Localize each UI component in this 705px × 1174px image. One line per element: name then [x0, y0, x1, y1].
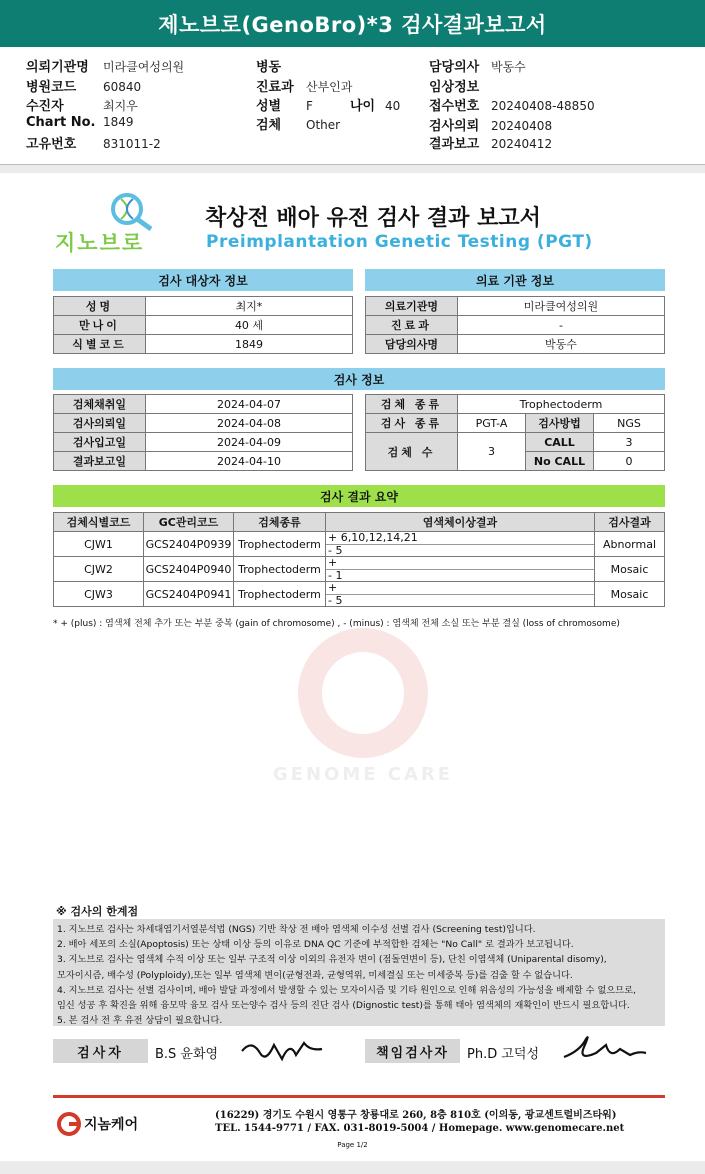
header-field-sex: 성별 F	[256, 99, 313, 114]
header-field-doctor: 담당의사 박동수	[429, 60, 526, 75]
supervisor-label: 책임검사자	[365, 1039, 460, 1063]
tester-signature-icon	[238, 1033, 328, 1065]
table-row: CJW3 GCS2404P0941 Trophectoderm + - 5 Mosaic	[54, 582, 665, 607]
header-field-request-date: 검사의뢰 20240408	[429, 119, 553, 134]
window-title: 제노브로(GenoBro)*3 검사결과보고서	[0, 0, 705, 47]
header-field-institution: 의뢰기관명 미라클여성의원	[26, 60, 185, 75]
tester-name: B.S 윤화영	[155, 1047, 219, 1062]
test-dates-table: 검체채취일 2024-04-07 검사의뢰일 2024-04-08 검사입고일 2024-04-09 결과보고일 2024-04-10	[53, 394, 353, 471]
report-page	[0, 173, 705, 1161]
header-field-patient: 수진자 최지우	[26, 99, 138, 114]
table-row: CJW2 GCS2404P0940 Trophectoderm + - 1 Mosaic	[54, 557, 665, 582]
company-logo: 지놈케어	[56, 1109, 206, 1139]
patient-header	[0, 47, 705, 165]
subject-info-heading: 검사 대상자 정보	[53, 269, 353, 291]
header-field-chart-no: Chart No. 1849	[26, 115, 134, 130]
header-field-clinical-info: 임상정보	[429, 80, 480, 95]
header-field-age: 나이 40	[350, 99, 401, 114]
institution-info-heading: 의료 기관 정보	[365, 269, 665, 291]
company-address: (16229) 경기도 수원시 영통구 창룡대로 260, 8층 810호 (이의동, 광교센트럴비즈타워) TEL. 1544-9771 / FAX. 031-8019-5004 / Homepage. www.genomecare.net	[215, 1110, 625, 1134]
limitations-box: 1. 지노브로 검사는 차세대염기서열분석법 (NGS) 기반 착상 전 배아 염색체 이수성 선별 검사 (Screening test)입니다. 2. 배아 세포의 소실(Apoptosis) 또는 상태 이상 등의 이유로 DNA QC 기준에 부적합한 검체는 "No Call" 로 결과가 보고됩니다. 3. 지노브로 검사는 염색체 수적 이상 또는 일부 구조적 이상 이외의 유전자 변이 (점돌연변이 등), 단친 이염색체 (Uniparental disomy), 모자이시즘, 배수성 (Polyploidy),또는 일부 염색체 변이(균형전좌, 균형역위, 미세결실 또는 미세중복 등)를 검출 할 수 없습니다. 4. 지노브로 검사는 선별 검사이며, 배아 발달 과정에서 발생할 수 있는 모자이시즘 및 기타 원인으로 인해 위음성의 가능성을 배제할 수 없으므로, 임신 성공 후 확진을 위해 융모막 융모 검사 또는양수 검사 등의 진단 검사 (Dignostic test)를 통해 태아 염색체의 재확인이 반드시 필요합니다. 5. 본 검사 전 후 유전 상담이 필요합니다.	[53, 919, 665, 1026]
report-title: 착상전 배아 유전 검사 결과 보고서	[205, 206, 541, 231]
header-field-unique-no: 고유번호 831011-2	[26, 137, 161, 152]
supervisor-name: Ph.D 고덕성	[467, 1047, 540, 1062]
header-field-hospital-code: 병원코드 60840	[26, 80, 142, 95]
footer-divider	[53, 1095, 665, 1098]
supervisor-signature-icon	[560, 1031, 650, 1065]
result-footnote: * + (plus) : 염색체 전체 추가 또는 부분 중복 (gain of chromosome) , - (minus) : 염색체 전체 소실 또는 부분 결실 (loss of chromosome)	[53, 619, 620, 629]
tester-label: 검사자	[53, 1039, 148, 1063]
limitations-title: ※ 검사의 한계점	[56, 905, 139, 918]
table-row: CJW1 GCS2404P0939 Trophectoderm + 6,10,12,14,21 - 5 Abnormal	[54, 532, 665, 557]
dna-magnifier-icon	[55, 191, 165, 231]
header-field-specimen: 검체 Other	[256, 118, 341, 133]
report-subtitle: Preimplantation Genetic Testing (PGT)	[206, 232, 593, 252]
header-field-department: 진료과 산부인과	[256, 80, 353, 95]
result-summary-table: 검체식별코드 GC관리코드 검체종류 염색체이상결과 검사결과 CJW1 GCS2404P0939 Trophectoderm + 6,10,12,14,21 - 5 Abnormal CJW2 GCS2404P0940 Trophectoderm + - 1 Mosaic CJW3 GCS2404P0941 Trophectoderm + - 5 Mosaic	[53, 512, 665, 607]
institution-info-table: 의료기관명 미라클여성의원 진료과 - 담당의사명 박동수	[365, 296, 665, 354]
header-field-accession-no: 접수번호 20240408-48850	[429, 99, 595, 114]
genome-care-logo-icon	[56, 1111, 82, 1137]
subject-info-table: 성명 최지* 만나이 40 세 식별코드 1849	[53, 296, 353, 354]
test-specimen-table: 검체 종류 Trophectoderm 검사 종류 PGT-A 검사방법 NGS 검체 수 3 CALL 3 No CALL 0	[365, 394, 665, 471]
genobro-logo: 지노브로	[55, 191, 165, 256]
watermark-logo-icon	[298, 628, 428, 758]
genome-care-watermark: GENOME CARE	[268, 628, 458, 785]
page-number: Page 1/2	[337, 1141, 368, 1149]
test-info-heading: 검사 정보	[53, 368, 665, 390]
header-field-ward: 병동	[256, 60, 282, 75]
result-summary-heading: 검사 결과 요약	[53, 485, 665, 507]
header-field-report-date: 결과보고 20240412	[429, 137, 553, 152]
